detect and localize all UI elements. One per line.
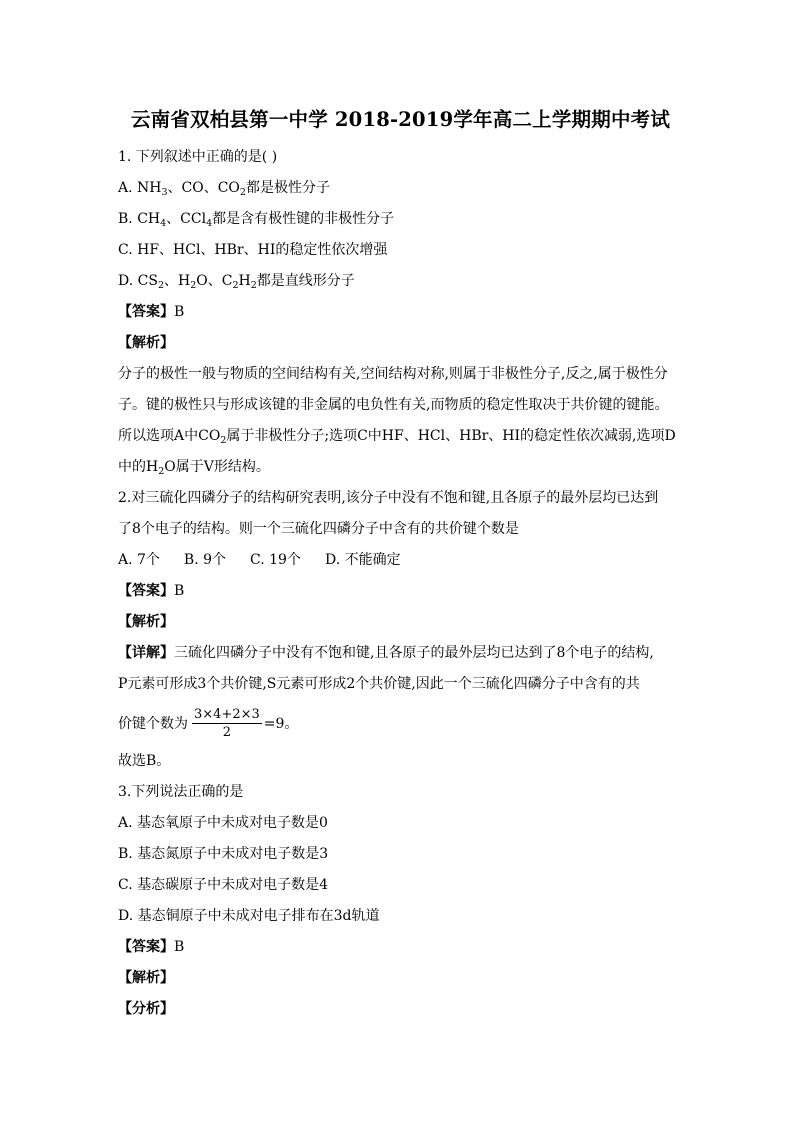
- fraction-denominator: 2: [222, 724, 232, 740]
- q1-option-c: C. HF、HCl、HBr、HI的稳定性依次增强: [118, 242, 388, 258]
- q2-detail-line-3: 价键个数为 $\frac{3\times 4+2\times 3}{2}$ =9。: [118, 706, 299, 740]
- q1-analysis-text: [118, 359, 683, 483]
- fraction-numerator: 3×4+2×3: [194, 706, 260, 722]
- q1-answer: 【答案】B: [118, 304, 185, 320]
- q3-option-d: D. 基态铜原子中未成对电子排布在3d轨道: [118, 908, 380, 924]
- q2-conclusion: 故选B。: [118, 753, 171, 769]
- q1-analysis-row-1: 分子的极性一般与物质的空间结构有关,空间结构对称,则属于非极性分子,反之,属于极性分: [118, 366, 668, 382]
- q2-option-d: D. 不能确定: [324, 552, 401, 568]
- q3-analysis2-label: 【分析】: [118, 1001, 174, 1017]
- q3-option-b: B. 基态氮原子中未成对电子数是3: [118, 846, 329, 862]
- q1-analysis-row-4: 中的$H_2O$属于V形结构。: [118, 459, 270, 477]
- q3-stem: 3.下列说法正确的是: [118, 784, 244, 800]
- q2-stem-line-1: 2.对三硫化四磷分子的结构研究表明,该分子中没有不饱和键,且各原子的最外层均已达到: [118, 490, 659, 506]
- q3-answer: 【答案】B: [118, 939, 185, 955]
- q2-option-c: C. 19个: [250, 552, 301, 568]
- q3-option-c: C. 基态碳原子中未成对电子数是4: [118, 877, 329, 893]
- q1-analysis-row-2: 子。键的极性只与形成该键的非金属的电负性有关,而物质的稳定性取决于共价键的键能。: [118, 397, 669, 413]
- q2-options: [118, 545, 683, 576]
- q1-analysis-row-3: 所以选项A中$CO_2$属于非极性分子;选项C中HF、HCl、HBr、HI的稳定性依次减弱,选项D: [118, 428, 676, 446]
- page-title: 云南省双柏县第一中学 2018-2019学年高二上学期期中考试: [130, 108, 671, 131]
- q2-detail-line-1: 【详解】三硫化四磷分子中没有不饱和键,且各原子的最外层均已达到了8个电子的结构,: [118, 645, 654, 661]
- q2-detail-line-2: P元素可形成3个共价键,S元素可形成2个共价键,因此一个三硫化四磷分子中含有的共: [118, 676, 640, 692]
- q1-option-a: A. $NH_3$、CO、$CO_2$都是极性分子: [118, 180, 330, 198]
- q3-analysis-label: 【解析】: [118, 970, 174, 986]
- q2-option-a: A. 7个: [118, 552, 160, 568]
- q2-answer: 【答案】B: [118, 583, 185, 599]
- q1-option-b: B. $CH_4$、CCl$_4$都是含有极性键的非极性分子: [118, 211, 395, 229]
- q2-analysis-label: 【解析】: [118, 614, 174, 630]
- q1-stem: 1. 下列叙述中正确的是( ): [118, 149, 278, 165]
- q2-option-b: B. 9个: [183, 552, 227, 568]
- fraction: [192, 706, 262, 741]
- document-page: [118, 100, 683, 1025]
- q1-option-d: D. $CS_2$、$H_2O$、$C_2H_2$都是直线形分子: [118, 273, 355, 291]
- q2-stem-line-2: 了8个电子的结构。则一个三硫化四磷分子中含有的共价键个数是: [118, 521, 519, 537]
- q1-analysis-label: 【解析】: [118, 335, 174, 351]
- q3-option-a: A. 基态氧原子中未成对电子数是0: [118, 815, 328, 831]
